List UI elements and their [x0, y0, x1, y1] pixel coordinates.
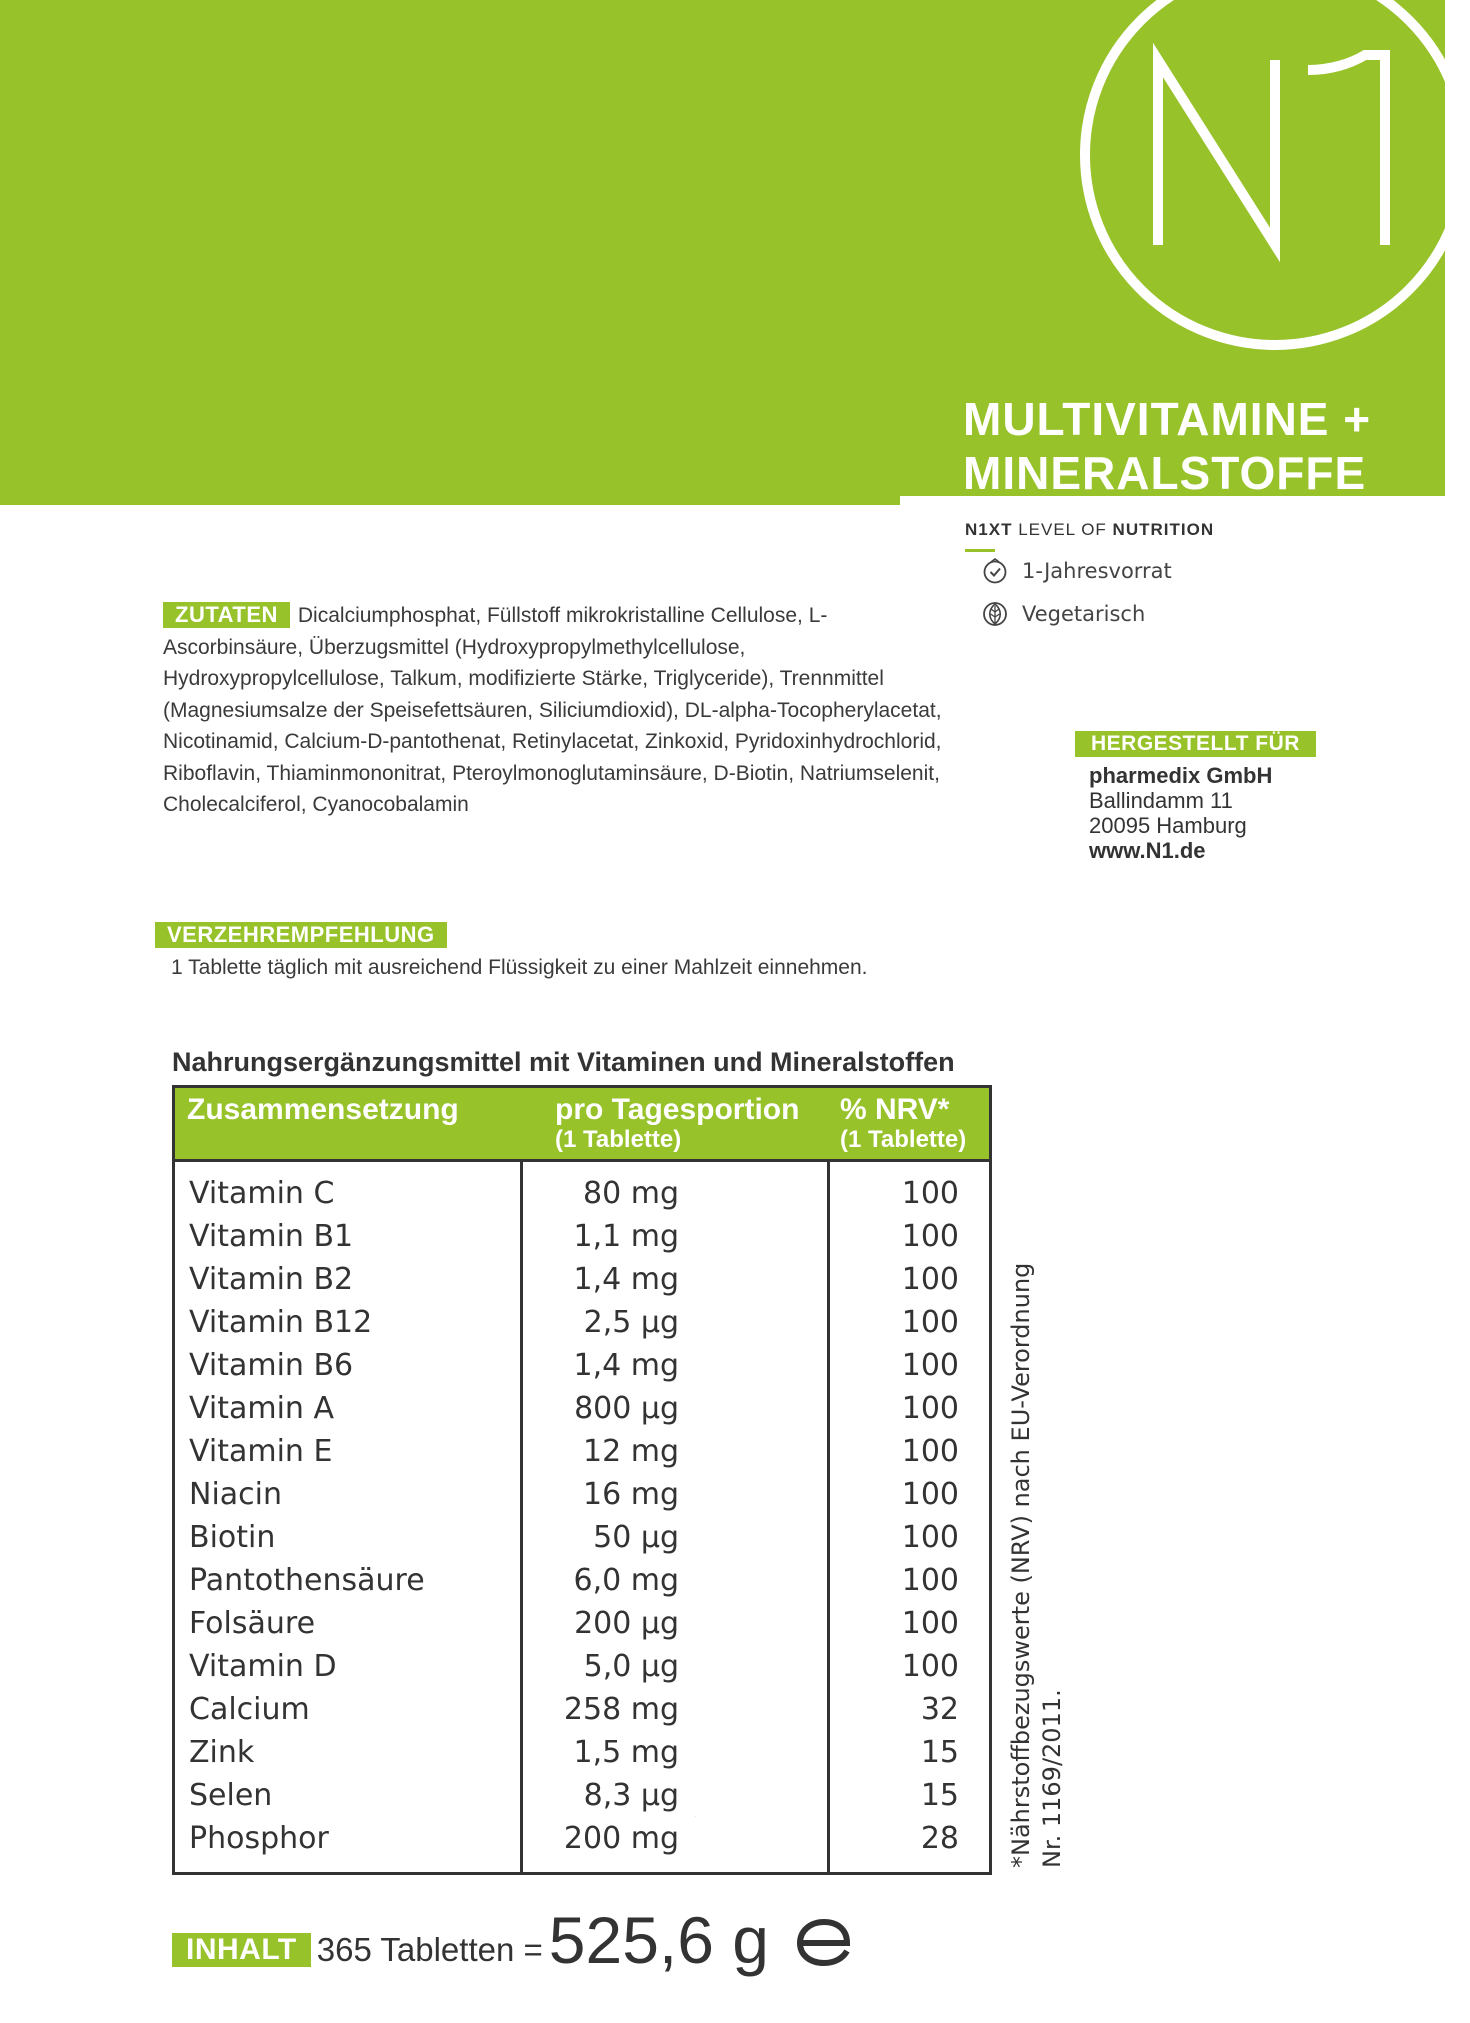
table-row	[175, 1645, 989, 1688]
feature-supply-label: 1-Jahresvorrat	[1022, 559, 1172, 583]
product-title-line1: MULTIVITAMINE +	[963, 393, 1372, 445]
nutrient-nrv: 100	[901, 1649, 959, 1684]
nutrient-amount: 1,5 mg	[573, 1735, 679, 1770]
nutrient-amount: 8,3 µg	[583, 1778, 679, 1813]
nutrient-name: Folsäure	[189, 1606, 316, 1641]
feature-vegetarian	[982, 600, 1145, 628]
nutrient-amount: 200 mg	[563, 1821, 679, 1856]
nutrient-name: Calcium	[189, 1692, 310, 1727]
nutrient-name: Phosphor	[189, 1821, 329, 1856]
table-row	[175, 1774, 989, 1817]
nutrient-amount: 80 mg	[583, 1176, 679, 1211]
tagline-part1: N1XT	[965, 520, 1013, 539]
tagline	[965, 520, 1214, 540]
nutrient-name: Selen	[189, 1778, 273, 1813]
content-count: 365 Tabletten =	[316, 1931, 543, 1968]
nutrient-amount: 6,0 mg	[573, 1563, 679, 1598]
nutrient-name: Vitamin E	[189, 1434, 333, 1469]
nutrient-nrv: 100	[901, 1348, 959, 1383]
nutrient-amount: 1,1 mg	[573, 1219, 679, 1254]
nutrient-name: Vitamin D	[189, 1649, 337, 1684]
table-row	[175, 1731, 989, 1774]
manufacturer-web: www.N1.de	[1089, 838, 1206, 863]
nutrient-amount: 258 mg	[563, 1692, 679, 1727]
nutrient-nrv: 28	[920, 1821, 959, 1856]
feature-supply	[982, 558, 1172, 584]
table-row	[175, 1344, 989, 1387]
content-weight: 525,6 g	[548, 1903, 769, 1977]
nutrient-name: Niacin	[189, 1477, 283, 1512]
ingredients-text: Dicalciumphosphat, Füllstoff mikrokristalline Cellulose, L-Ascorbinsäure, Überzugsmittel (Hydroxypropylmethylcellulose, Hydroxypropylcellulose, Talkum, modifizierte Stärke, Triglyceride), Trennmittel (Magnesiumsalze der Speisefettsäuren, Siliciumdioxid), DL-alpha-Tocopherylacetat, Nicotinamid, Calcium-D-pantothenat, Retinylacetat, Zinkoxid, Pyridoxinhydrochlorid, Riboflavin, Thiaminmononitrat, Pteroylmonoglutaminsäure, D-Biotin, Natriumselenit, Cholecalciferol, Cyanocobalamin	[163, 604, 942, 816]
nutrition-table	[172, 1085, 992, 1875]
nutrient-name: Biotin	[189, 1520, 276, 1555]
header-nrv: % NRV*	[840, 1093, 950, 1126]
nutrient-nrv: 100	[901, 1434, 959, 1469]
n1-logo	[1150, 50, 1400, 250]
header-daily-portion-sub: (1 Tablette)	[555, 1126, 682, 1153]
nrv-footnote	[1006, 1263, 1068, 1868]
ingredients-block	[163, 600, 953, 821]
nutrient-name: Zink	[189, 1735, 255, 1770]
nutrition-rows	[175, 1172, 989, 1860]
dosage-block	[155, 922, 868, 980]
nutrient-amount: 50 µg	[593, 1520, 679, 1555]
nutrient-nrv: 100	[901, 1305, 959, 1340]
table-row	[175, 1688, 989, 1731]
nutrient-nrv: 15	[920, 1735, 959, 1770]
dosage-label: VERZEHREMPFEHLUNG	[155, 922, 447, 948]
manufacturer-block	[1075, 731, 1316, 863]
nrv-footnote-line1: *Nährstoffbezugswerte (NRV) nach EU-Verordnung	[1007, 1262, 1035, 1868]
nutrient-amount: 2,5 µg	[583, 1305, 679, 1340]
manufacturer-city: 20095 Hamburg	[1089, 813, 1247, 838]
nutrient-amount: 12 mg	[583, 1434, 679, 1469]
manufacturer-company: pharmedix GmbH	[1089, 763, 1273, 788]
table-row	[175, 1172, 989, 1215]
ingredients-label: ZUTATEN	[163, 602, 290, 628]
nutrition-table-title: Nahrungsergänzungsmittel mit Vitaminen und Mineralstoffen	[172, 1047, 955, 1077]
nutrient-name: Vitamin B12	[189, 1305, 373, 1340]
nutrition-table-header	[175, 1088, 989, 1162]
nutrient-amount: 5,0 µg	[583, 1649, 679, 1684]
manufacturer-label: HERGESTELLT FÜR	[1075, 731, 1316, 757]
table-row	[175, 1430, 989, 1473]
table-row	[175, 1559, 989, 1602]
nutrient-nrv: 100	[901, 1520, 959, 1555]
nutrient-amount: 1,4 mg	[573, 1262, 679, 1297]
table-row	[175, 1817, 989, 1860]
tagline-underline	[965, 549, 995, 552]
leaf-icon	[982, 600, 1008, 628]
table-row	[175, 1473, 989, 1516]
manufacturer-street: Ballindamm 11	[1089, 788, 1233, 813]
header-nrv-sub: (1 Tablette)	[840, 1126, 967, 1153]
nrv-footnote-line2: Nr. 1169/2011.	[1038, 1689, 1066, 1868]
nutrient-name: Vitamin B2	[189, 1262, 354, 1297]
tagline-part3: NUTRITION	[1112, 520, 1215, 539]
nutrient-nrv: 100	[901, 1477, 959, 1512]
header-composition: Zusammensetzung	[187, 1093, 459, 1126]
tagline-part2: LEVEL OF	[1012, 520, 1113, 539]
product-title-line2: MINERALSTOFFE	[963, 447, 1367, 499]
nutrient-name: Vitamin B1	[189, 1219, 354, 1254]
nutrient-name: Vitamin C	[189, 1176, 335, 1211]
nutrient-nrv: 100	[901, 1606, 959, 1641]
table-row	[175, 1215, 989, 1258]
nutrient-name: Pantothensäure	[189, 1563, 425, 1598]
nutrient-amount: 16 mg	[583, 1477, 679, 1512]
table-row	[175, 1602, 989, 1645]
table-row	[175, 1387, 989, 1430]
nutrient-name: Vitamin B6	[189, 1348, 354, 1383]
nutrient-amount: 200 µg	[574, 1606, 679, 1641]
nutrient-nrv: 100	[901, 1219, 959, 1254]
nutrient-nrv: 15	[920, 1778, 959, 1813]
nutrient-nrv: 100	[901, 1391, 959, 1426]
table-row	[175, 1301, 989, 1344]
table-row	[175, 1516, 989, 1559]
nutrient-amount: 1,4 mg	[573, 1348, 679, 1383]
nutrient-nrv: 32	[920, 1692, 959, 1727]
estimated-sign-text: e	[695, 1817, 696, 1818]
feature-vegetarian-label: Vegetarisch	[1022, 602, 1146, 626]
header-daily-portion: pro Tagesportion	[555, 1093, 800, 1126]
product-title	[963, 392, 1371, 500]
nutrient-nrv: 100	[901, 1262, 959, 1297]
nutrient-name: Vitamin A	[189, 1391, 334, 1426]
clock-check-icon	[982, 558, 1008, 584]
nutrient-amount: 800 µg	[574, 1391, 679, 1426]
dosage-text: 1 Tablette täglich mit ausreichend Flüssigkeit zu einer Mahlzeit einnehmen.	[171, 956, 868, 979]
estimated-sign-icon	[695, 1817, 853, 1967]
nutrient-nrv: 100	[901, 1563, 959, 1598]
table-row	[175, 1258, 989, 1301]
nutrient-nrv: 100	[901, 1176, 959, 1211]
content-label: INHALT	[172, 1933, 311, 1967]
